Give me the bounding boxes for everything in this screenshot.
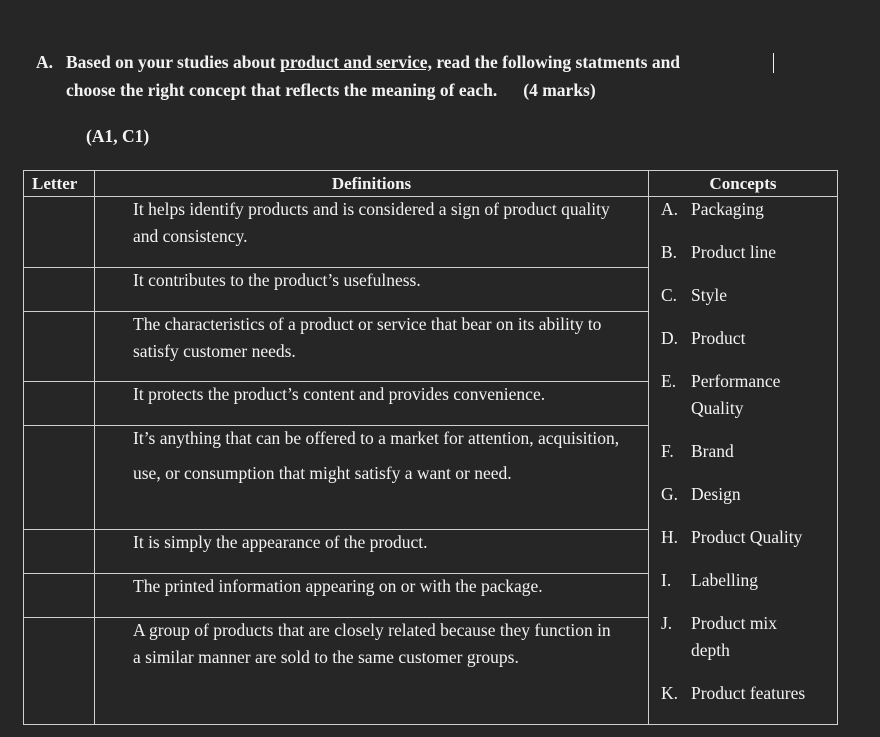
concept-letter: B. [661, 242, 678, 262]
letter-cell-2[interactable] [23, 267, 95, 312]
concept-text: Style [691, 285, 727, 305]
question-marks: (4 marks) [523, 80, 596, 100]
question-line-1 [36, 52, 680, 73]
question-text-line2: choose the right concept that reflects the meaning of each. [66, 80, 498, 100]
question-text-underlined: product and service, [280, 52, 432, 72]
concept-text: Product [691, 328, 746, 348]
concept-text: Product features [691, 683, 806, 703]
question-line-2 [66, 80, 596, 101]
concept-text: Labelling [691, 570, 759, 590]
definition-text-4: It protects the product’s content and provides convenience. [133, 384, 546, 404]
concept-item-k [661, 680, 831, 707]
letter-cell-8[interactable] [23, 617, 95, 725]
concept-text: Product Quality [691, 527, 803, 547]
concept-letter: A. [661, 199, 679, 219]
concept-item-f [661, 438, 831, 465]
concept-item-b [661, 239, 831, 266]
header-concepts: Concepts [648, 170, 838, 197]
definition-text-1: It helps identify products and is considered a sign of product quality and consistency. [133, 199, 610, 246]
definition-text-8: A group of products that are closely related because they function in a similar manner are sold to the same customer groups. [133, 620, 611, 667]
concept-letter: H. [661, 527, 679, 547]
concept-text: Product line [691, 242, 777, 262]
definition-text-3: The characteristics of a product or service that bear on its ability to satisfy customer needs. [133, 314, 602, 361]
header-definitions: Definitions [94, 170, 649, 197]
concept-letter: E. [661, 371, 677, 391]
definition-text-6: It is simply the appearance of the product. [133, 532, 428, 552]
learning-outcome: (A1, C1) [86, 126, 150, 146]
concept-item-d [661, 325, 831, 352]
definition-text-2: It contributes to the product’s usefulness. [133, 270, 421, 290]
concept-text: Performance Quality [691, 371, 781, 418]
letter-cell-5[interactable] [23, 425, 95, 530]
definition-text-7: The printed information appearing on or with the package. [133, 576, 543, 596]
letter-cell-6[interactable] [23, 529, 95, 574]
question-text-pre: Based on your studies about [66, 52, 281, 72]
concept-item-a [661, 196, 831, 223]
letter-cell-3[interactable] [23, 311, 95, 382]
concept-item-e [661, 368, 801, 422]
concept-letter: D. [661, 328, 679, 348]
matching-table [23, 170, 838, 725]
concept-letter: F. [661, 441, 674, 461]
definition-text-5: It’s anything that can be offered to a market for attention, acquisition, use, or consumption that might satisfy a want or need. [133, 428, 620, 483]
concept-item-j [661, 610, 801, 664]
concept-text: Packaging [691, 199, 764, 219]
question-label: A. [36, 52, 54, 72]
concept-item-h [661, 524, 831, 551]
concept-item-i [661, 567, 831, 594]
concept-letter: C. [661, 285, 678, 305]
text-cursor [773, 53, 774, 73]
concept-text: Brand [691, 441, 734, 461]
concept-letter: I. [661, 570, 672, 590]
concept-letter: K. [661, 683, 679, 703]
question-text-post: read the following statments and [431, 52, 681, 72]
concept-item-c [661, 282, 831, 309]
concept-item-g [661, 481, 831, 508]
concept-text: Product mix depth [691, 613, 778, 660]
concept-letter: J. [661, 613, 673, 633]
concept-text: Design [691, 484, 741, 504]
header-letter: Letter [23, 170, 95, 197]
letter-cell-7[interactable] [23, 573, 95, 618]
letter-cell-1[interactable] [23, 196, 95, 268]
letter-cell-4[interactable] [23, 381, 95, 426]
concept-letter: G. [661, 484, 679, 504]
